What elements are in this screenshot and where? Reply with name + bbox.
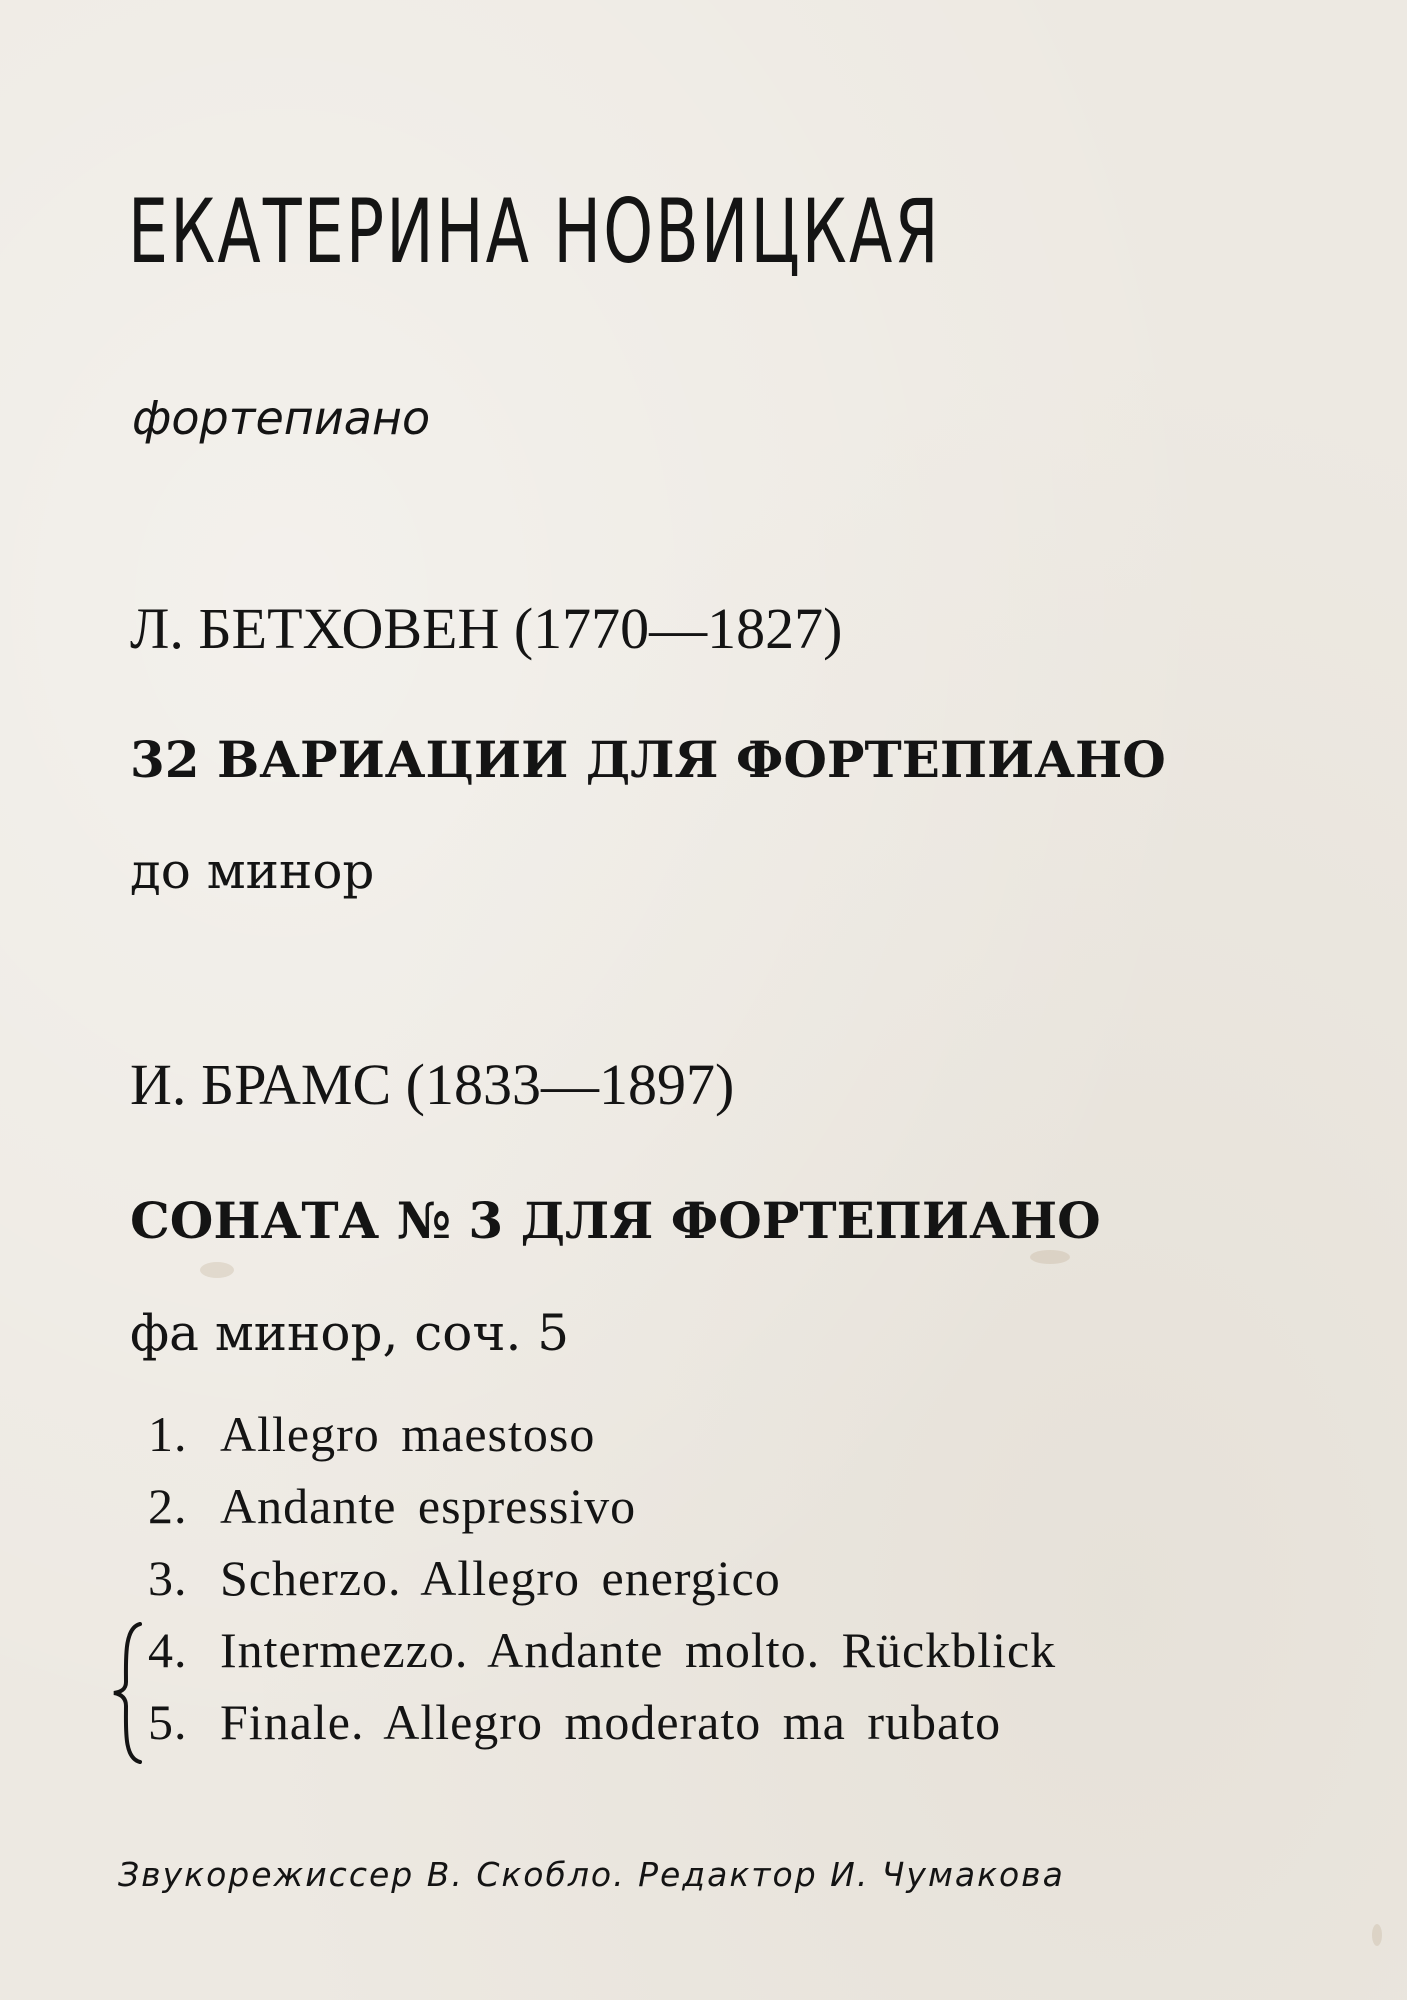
paper-stain xyxy=(1030,1250,1070,1264)
movement-number: 4. xyxy=(148,1622,188,1678)
performer-name: ЕКАТЕРИНА НОВИЦКАЯ xyxy=(128,180,941,283)
movement-title: Andante espressivo xyxy=(220,1478,637,1534)
paper-stain xyxy=(1372,1924,1382,1946)
movement-number: 2. xyxy=(148,1478,188,1534)
instrument-label: фортепиано xyxy=(132,391,431,445)
credits-line: Звукорежиссер В. Скобло. Редактор И. Чумакова xyxy=(118,1855,1065,1894)
work-key-brahms: фа минор, соч. 5 xyxy=(130,1304,570,1362)
work-key-beethoven: до минор xyxy=(130,842,375,900)
brace-icon xyxy=(110,1620,146,1766)
composer-brahms: И. БРАМС (1833—1897) xyxy=(130,1052,735,1117)
movement-list xyxy=(148,1398,1056,1758)
movement-number: 3. xyxy=(148,1550,188,1606)
movement-number: 1. xyxy=(148,1406,188,1462)
movement-number: 5. xyxy=(148,1694,188,1750)
paper-stain xyxy=(200,1262,234,1278)
composer-beethoven: Л. БЕТХОВЕН (1770—1827) xyxy=(130,596,843,661)
movement-title: Scherzo. Allegro energico xyxy=(220,1550,781,1606)
movement-item xyxy=(148,1614,1056,1686)
work-title-brahms: СОНАТА № 3 ДЛЯ ФОРТЕПИАНО xyxy=(130,1191,1101,1250)
work-title-beethoven: 32 ВАРИАЦИИ ДЛЯ ФОРТЕПИАНО xyxy=(130,730,1166,789)
movement-item xyxy=(148,1542,1056,1614)
movement-item xyxy=(148,1470,1056,1542)
movement-title: Intermezzo. Andante molto. Rückblick xyxy=(220,1622,1057,1678)
movement-item xyxy=(148,1398,1056,1470)
movement-title: Allegro maestoso xyxy=(220,1406,596,1462)
movement-item xyxy=(148,1686,1056,1758)
movement-title: Finale. Allegro moderato ma rubato xyxy=(220,1694,1002,1750)
